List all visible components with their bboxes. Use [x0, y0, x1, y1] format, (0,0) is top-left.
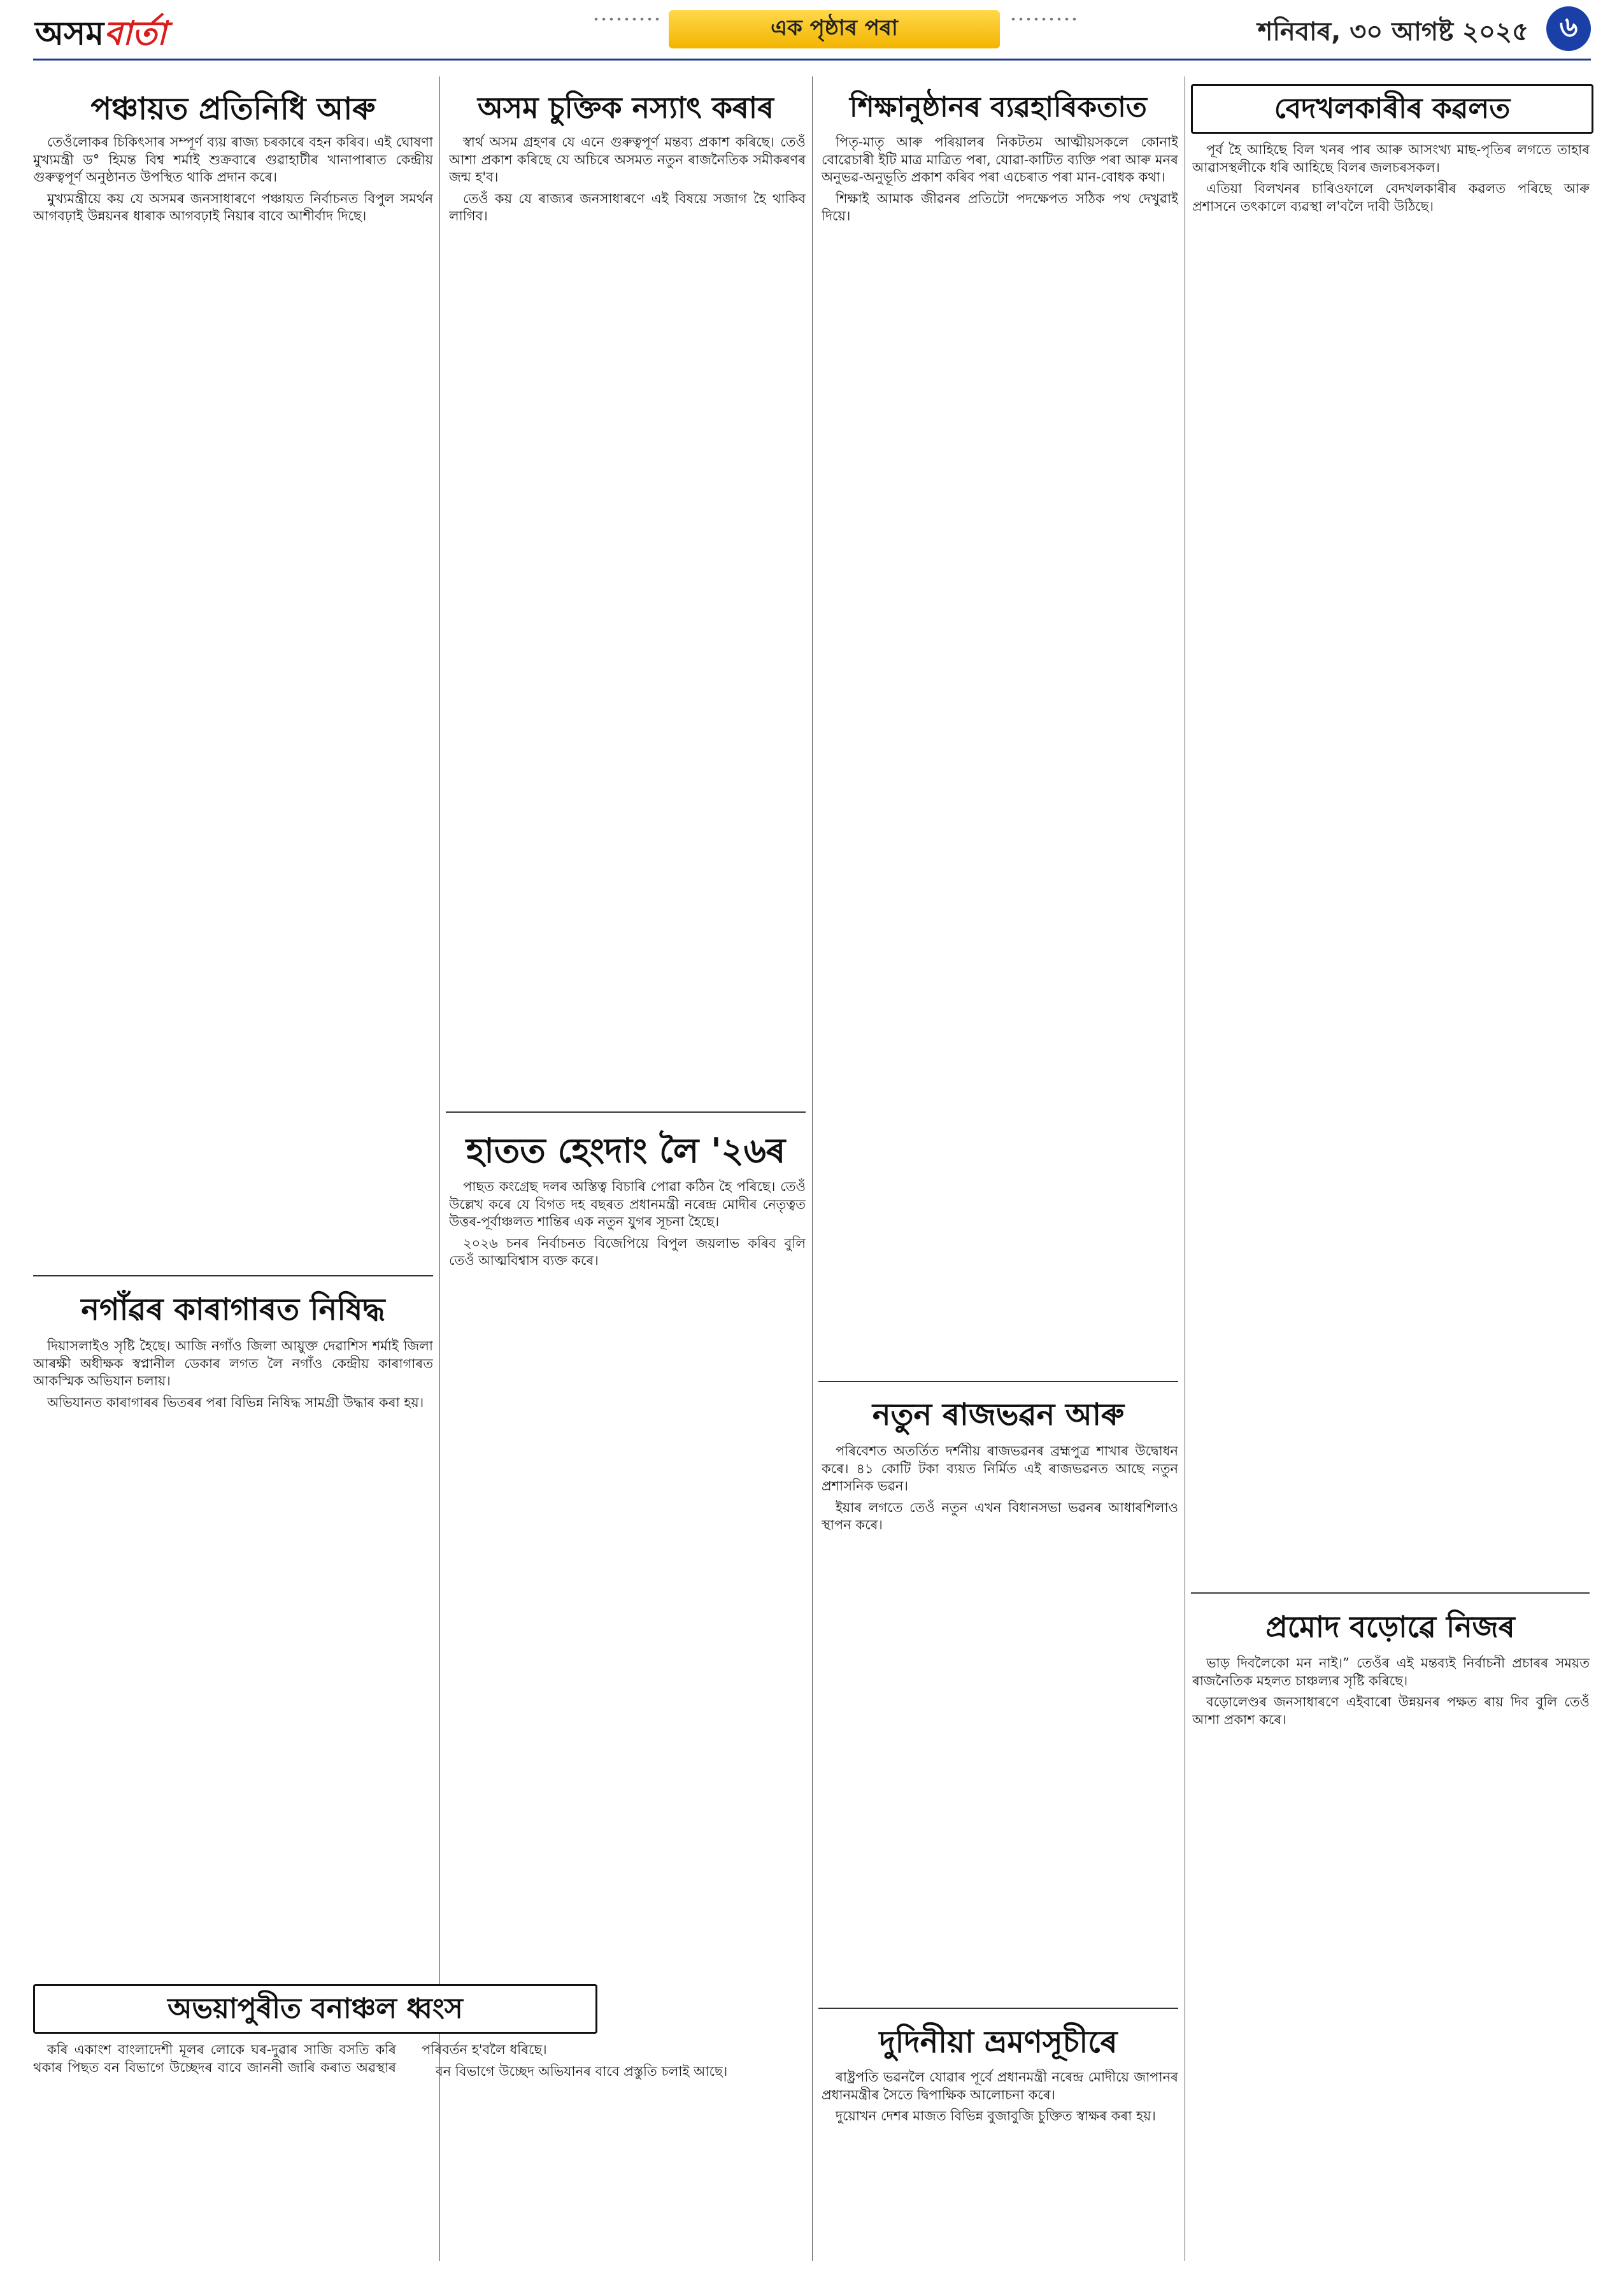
paragraph: অভিযানত কাৰাগাৰৰ ভিতৰৰ পৰা বিভিন্ন নিষিদ্ধ সামগ্ৰী উদ্ধাৰ কৰা হয়। — [47, 1394, 424, 1410]
article-body-assam-accord — [449, 134, 806, 1102]
paragraph: পৰিবেশত অতৰ্তিত দৰ্শনীয় ৰাজভৱনৰ ব্ৰহ্মপুত্ৰ শাখাৰ উদ্বোধন কৰে। ৪১ কোটি টকা ব্যয়ত নিৰ্মিত এই ৰাজভৱনত আছে নতুন প্ৰশাসনিক ভৱন। — [822, 1443, 1178, 1494]
paragraph: মুখ্যমন্ত্ৰীয়ে কয় যে অসমৰ জনসাধাৰণে পঞ্চায়ত নিৰ্বাচনত বিপুল সমৰ্থন আগবঢ়াই উন্নয়নৰ ধাৰাক আগবঢ়াই নিয়াৰ বাবে আশীৰ্বাদ দিছে। — [33, 190, 433, 224]
headline-education[interactable]: শিক্ষানুষ্ঠানৰ ব্যৱহাৰিকতাত — [850, 91, 1147, 124]
article-body-eviction — [1192, 141, 1590, 1581]
article-body-pramod — [1192, 1655, 1590, 2260]
paragraph: তেওঁলোকৰ চিকিৎসাৰ সম্পূৰ্ণ ব্যয় ৰাজ্য চৰকাৰে বহন কৰিব। এই ঘোষণা মুখ্যমন্ত্ৰী ড° হিমন্ত বিশ্ব শৰ্মাই শুক্ৰবাৰে গুৱাহাটীৰ খানাপাৰাত কেন্দ্ৰীয় গুৰুত্বপূৰ্ণ অনুষ্ঠানত উপস্থিত থাকি প্ৰদান কৰে। — [33, 134, 433, 185]
paragraph: তেওঁ কয় যে ৰাজ্যৰ জনসাধাৰণে এই বিষয়ে সজাগ হৈ থাকিব লাগিব। — [449, 190, 806, 224]
headline-tour[interactable]: দুদিনীয়া ভ্ৰমণসূচীৰে — [879, 2024, 1118, 2060]
logo-text-part2: বাৰ্তা — [104, 14, 167, 53]
paragraph: স্বাৰ্থ অসম গ্ৰহণৰ যে এনে গুৰুত্বপূৰ্ণ মন্তব্য প্ৰকাশ কৰিছে। তেওঁ আশা প্ৰকাশ কৰিছে যে অচিৰে অসমত নতুন ৰাজনৈতিক সমীকৰণৰ জন্ম হ'ব। — [449, 134, 806, 185]
paragraph: পাছত কংগ্ৰেছ দলৰ অস্তিত্ব বিচাৰি পোৱা কঠিন হৈ পৰিছে। তেওঁ উল্লেখ কৰে যে বিগত দহ বছৰত প্ৰধানমন্ত্ৰী নৰেন্দ্ৰ মোদীৰ নেতৃত্বত উত্তৰ-পূৰ্বাঞ্চলত শান্তিৰ এক নতুন যুগৰ সূচনা হৈছে। — [449, 1179, 806, 1229]
article-separator — [818, 1381, 1178, 1382]
article-separator — [446, 1111, 806, 1113]
headline-pramod[interactable]: প্ৰমোদ বড়োৱে নিজৰ — [1265, 1610, 1515, 1644]
headline-hengdang[interactable]: হাতত হেংদাং লৈ '২৬ৰ — [466, 1130, 786, 1171]
logo-text-part1: অসম — [35, 14, 104, 53]
article-separator — [818, 2008, 1178, 2009]
paragraph: ২০২৬ চনৰ নিৰ্বাচনত বিজেপিয়ে বিপুল জয়লাভ কৰিব বুলি তেওঁ আত্মবিশ্বাস ব্যক্ত কৰে। — [449, 1235, 806, 1268]
paragraph: পূৰ্ব হৈ আহিছে বিল খনৰ পাৰ আৰু আসংখ্য মাছ-পৃতিৰ লগতে তাহাৰ আৱাসস্থলীকে ধৰি আহিছে বিলৰ জলচৰসকল। — [1192, 142, 1590, 175]
article-body-jail — [33, 1338, 433, 1978]
paragraph: ইয়াৰ লগতে তেওঁ নতুন এখন বিধানসভা ভৱনৰ আধাৰশিলাও স্থাপন কৰে। — [822, 1499, 1178, 1532]
headline-jail[interactable]: নগাঁৱৰ কাৰাগাৰত নিষিদ্ধ — [81, 1292, 385, 1327]
newspaper-logo[interactable] — [35, 8, 166, 52]
page-number-badge: ৬ — [1546, 6, 1591, 51]
article-body-education — [822, 134, 1178, 1373]
issue-date: শনিবাৰ, ৩০ আগষ্ট ২০২৫ — [1257, 17, 1528, 46]
paragraph: শিক্ষাই আমাক জীৱনৰ প্ৰতিটো পদক্ষেপত সঠিক পথ দেখুৱাই দিয়ে। — [822, 190, 1178, 224]
article-body-rajbhawan — [822, 1443, 1178, 2000]
headline-eviction[interactable]: বেদখলকাৰীৰ কৱলত — [1191, 84, 1593, 134]
article-separator — [1191, 1592, 1590, 1594]
column-divider — [439, 76, 440, 2261]
paragraph: বন বিভাগে উচ্ছেদ অভিযানৰ বাবে প্ৰস্তুতি চলাই আছে। — [436, 2063, 728, 2079]
section-band: এক পৃষ্ঠাৰ পৰা — [669, 10, 1000, 48]
article-body-forest — [33, 2041, 785, 2258]
paragraph: পিতৃ-মাতৃ আৰু পৰিয়ালৰ নিকটতম আত্মীয়সকলে কোনাই বোৱেচাৰী ইটি মাত্ৰ মাত্ৰিত পৰা, যোৱা-কাটিত ব্যক্তি পৰা আৰু মনৰ অনুভৱ-অনুভূতি প্ৰকাশ কৰিব পৰা এচেৰাত পৰা মান-বোধক কথা। — [822, 134, 1178, 185]
decorative-dots — [1009, 17, 1079, 22]
headline-assam-accord[interactable]: অসম চুক্তিক নস্যাৎ কৰাৰ — [477, 90, 774, 125]
paragraph: ৰাষ্ট্ৰপতি ভৱনলৈ যোৱাৰ পূৰ্বে প্ৰধানমন্ত্ৰী নৰেন্দ্ৰ মোদীয়ে জাপানৰ প্ৰধানমন্ত্ৰীৰ সৈতে দ্বিপাক্ষিক আলোচনা কৰে। — [822, 2069, 1178, 2103]
article-body-tour — [822, 2069, 1178, 2260]
paragraph: বড়োলেণ্ডৰ জনসাধাৰণে এইবাৰো উন্নয়নৰ পক্ষত ৰায় দিব বুলি তেওঁ আশা প্ৰকাশ কৰে। — [1192, 1694, 1590, 1727]
masthead — [0, 0, 1624, 70]
paragraph: এতিয়া বিলখনৰ চাৰিওফালে বেদখলকাৰীৰ কৱলত পৰিছে আৰু প্ৰশাসনে তৎকালে ব্যৱস্থা ল'বলৈ দাবী উঠিছে। — [1192, 181, 1590, 214]
paragraph: দিয়াসলাইও সৃষ্টি হৈছে। আজি নগাঁও জিলা আয়ুক্ত দেৱাশিস শৰ্মাই জিলা আৰক্ষী অধীক্ষক স্বপ্নানীল ডেকাৰ লগত লৈ নগাঁও কেন্দ্ৰীয় কাৰাগাৰত আকস্মিক অভিযান চলায়। — [33, 1338, 433, 1389]
decorative-dots — [592, 17, 662, 22]
paragraph: ভাড় দিবলৈকো মন নাই।” তেওঁৰ এই মন্তব্যই নিৰ্বাচনী প্ৰচাৰৰ সময়ত ৰাজনৈতিক মহলত চাঞ্চল্যৰ সৃষ্টি কৰিছে। — [1192, 1655, 1590, 1689]
article-body-hengdang — [449, 1178, 806, 1975]
article-body-panchayat — [33, 134, 433, 1261]
masthead-rule — [33, 59, 1591, 61]
paragraph: দুয়োখন দেশৰ মাজত বিভিন্ন বুজাবুজি চুক্তিত স্বাক্ষৰ কৰা হয়। — [836, 2108, 1156, 2124]
paragraph: কৰি একাংশ বাংলাদেশী মূলৰ লোকে ঘৰ-দুৱাৰ সাজি বসতি কৰি থকাৰ পিছত বন বিভাগে উচ্ছেদৰ বাবে জাননী জাৰি কৰাত অৱস্থাৰ পৰিবৰ্তন হ'বলৈ ধৰিছে। — [33, 2042, 547, 2075]
headline-panchayat[interactable]: পঞ্চায়ত প্ৰতিনিধি আৰু — [90, 91, 376, 127]
headline-forest[interactable]: অভয়াপুৰীত বনাঞ্চল ধ্বংস — [33, 1984, 597, 2034]
column-divider — [812, 76, 813, 2261]
headline-rajbhawan[interactable]: নতুন ৰাজভৱন আৰু — [872, 1397, 1125, 1432]
article-separator — [33, 1275, 433, 1276]
